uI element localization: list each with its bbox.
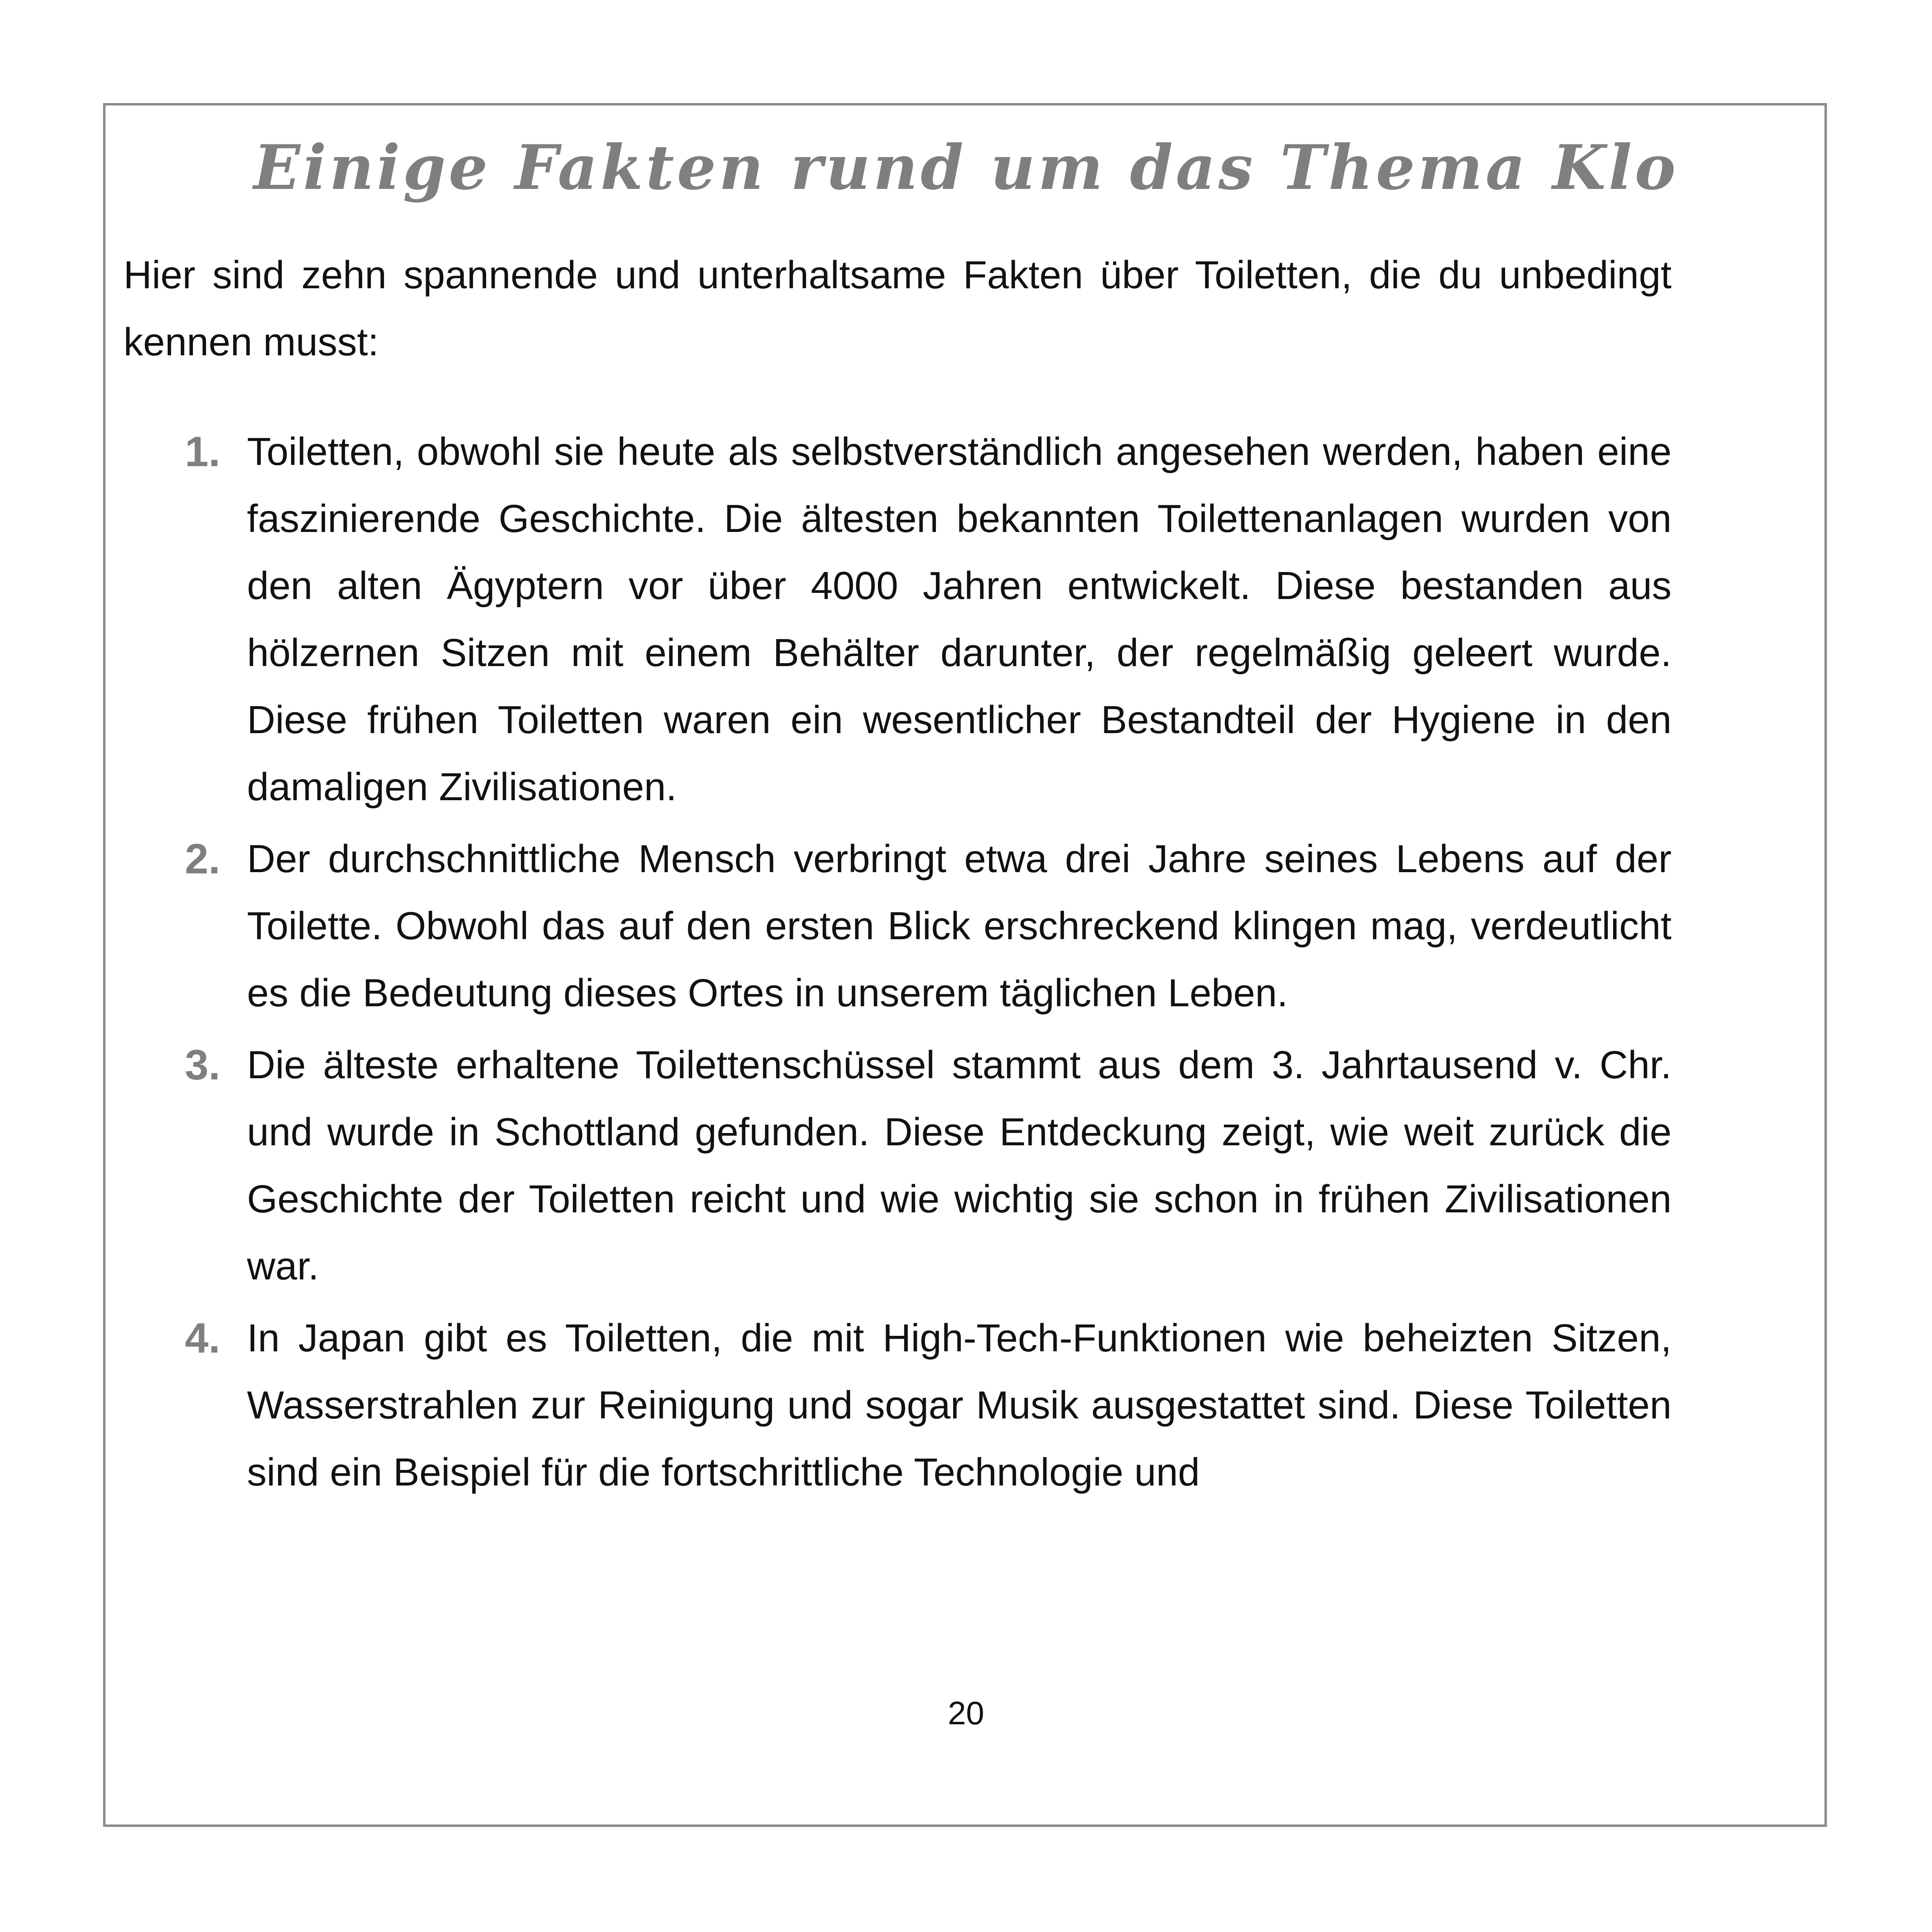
page-number: 20 [948,1695,984,1731]
fact-item-2 [123,826,1672,1027]
fact-text: Der durchschnittliche Mensch verbringt etwa drei Jahre seines Lebens auf der Toilette. Obwohl das auf den ersten Blick erschreckend klingen mag, verdeutlicht es die Bedeutung dieses Ortes in unserem täglichen Leben. [247,837,1672,1015]
fact-text: Toiletten, obwohl sie heute als selbstverständlich angesehen werden, haben eine faszinierende Geschichte. Die ältesten bekannten Toilettenanlagen wurden von den alten Ägyptern vor über 4000 Jahren entwickelt. Diese bestanden aus hölzernen Sitzen mit einem Behälter darunter, der regelmäßig geleert wurde. Diese frühen Toiletten waren ein wesentlicher Bestandteil der Hygiene in den damaligen Zivilisationen. [247,430,1672,809]
fact-list [123,418,1672,1511]
fact-item-4 [123,1305,1672,1506]
fact-item-3 [123,1032,1672,1300]
fact-text: In Japan gibt es Toiletten, die mit High-Tech-Funktionen wie beheizten Sitzen, Wasserstrahlen zur Reinigung und sogar Musik ausgestattet sind. Diese Toiletten sind ein Beispiel für die fortschrittliche Technologie und [247,1316,1672,1494]
fact-number: 3. [185,1041,220,1089]
fact-text: Die älteste erhaltene Toilettenschüssel stammt aus dem 3. Jahrtausend v. Chr. und wurde in Schottland gefunden. Diese Entdeckung zeigt, wie weit zurück die Geschichte der Toiletten reicht und wie wichtig sie schon in frühen Zivilisationen war. [247,1043,1672,1288]
intro-paragraph: Hier sind zehn spannende und unterhaltsame Fakten über Toiletten, die du unbedingt kennen musst: [123,253,1672,364]
fact-item-1 [123,418,1672,821]
page-title: Einige Fakten rund um das Thema Klo [254,132,1678,204]
fact-number: 4. [185,1315,220,1362]
fact-number: 1. [185,428,220,476]
fact-number: 2. [185,835,220,883]
